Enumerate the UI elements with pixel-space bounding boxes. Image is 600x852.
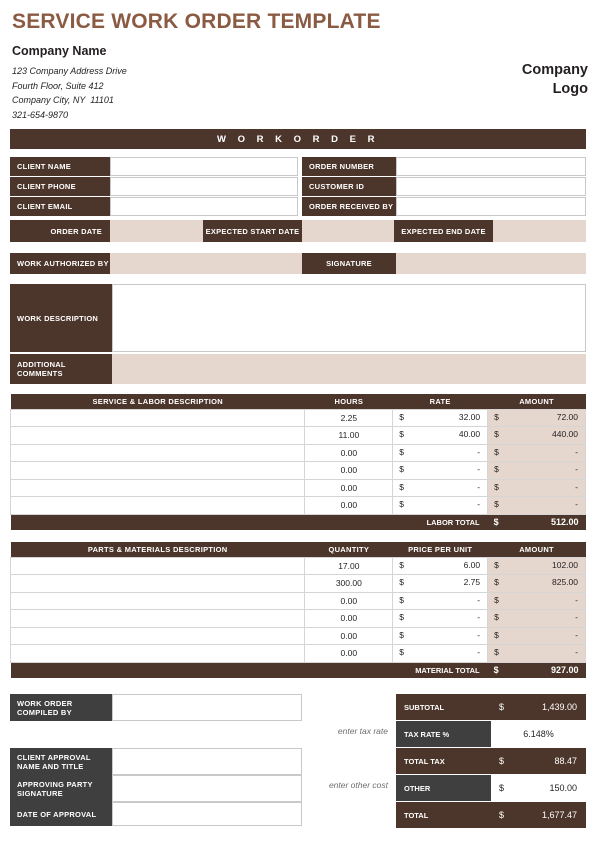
material-total-row xyxy=(11,662,586,678)
subtotal-value-cell xyxy=(491,694,586,720)
labor-table-row[interactable] xyxy=(11,497,586,515)
labor-row-1-description[interactable] xyxy=(11,427,305,445)
total-tax-value: 88.47 xyxy=(554,756,577,766)
material-total-striped-filler xyxy=(11,662,393,678)
other-symbol: $ xyxy=(499,783,505,793)
labor-row-4-rate[interactable] xyxy=(393,479,488,497)
labor-row-5-description[interactable] xyxy=(11,497,305,515)
parts-row-1-price[interactable] xyxy=(393,575,488,593)
parts-row-1-amount xyxy=(488,575,586,593)
labor-col-description: SERVICE & LABOR DESCRIPTION xyxy=(11,394,305,409)
labor-row-5-hours[interactable]: 0.00 xyxy=(305,497,393,515)
order-number-label: ORDER NUMBER xyxy=(302,157,396,176)
parts-row-5-amount-symbol: $ xyxy=(494,647,499,657)
labor-row-5-rate-symbol: $ xyxy=(399,499,405,509)
material-total-value: 927.00 xyxy=(550,664,579,675)
parts-table-row[interactable] xyxy=(11,627,586,645)
labor-table-row[interactable] xyxy=(11,409,586,427)
labor-total-row xyxy=(11,514,586,530)
labor-col-hours: HOURS xyxy=(305,394,393,409)
parts-row-1-price-value: 2.75 xyxy=(463,577,481,587)
order-date-label: ORDER DATE xyxy=(10,220,110,242)
work-description-label: WORK DESCRIPTION xyxy=(10,284,112,352)
labor-row-1-rate-value: 40.00 xyxy=(458,429,481,439)
labor-table-row[interactable] xyxy=(11,479,586,497)
client-approval-line2: NAME AND TITLE xyxy=(17,761,84,771)
labor-row-0-amount-symbol: $ xyxy=(494,411,499,422)
parts-row-3-amount-value: - xyxy=(575,612,578,622)
labor-row-4-rate-symbol: $ xyxy=(399,481,405,492)
labor-row-1-amount-value: 440.00 xyxy=(552,429,578,439)
parts-row-4-amount-value: - xyxy=(575,629,578,640)
parts-row-5-amount-value: - xyxy=(575,647,578,657)
parts-col-amount: AMOUNT xyxy=(488,542,586,557)
parts-row-3-price-value: - xyxy=(477,612,481,622)
date-of-approval-label: DATE OF APPROVAL xyxy=(10,802,112,826)
customer-id-label: CUSTOMER ID xyxy=(302,177,396,196)
parts-row-5-amount xyxy=(488,645,586,663)
parts-row-5-description[interactable] xyxy=(11,645,305,663)
tax-rate-hint: enter tax rate xyxy=(337,726,388,736)
labor-row-4-amount xyxy=(488,479,586,497)
parts-row-3-price[interactable] xyxy=(393,610,488,628)
labor-row-1-amount xyxy=(488,427,586,445)
parts-row-3-amount-symbol: $ xyxy=(494,612,499,622)
labor-row-0-rate-value: 32.00 xyxy=(458,411,481,422)
parts-row-3-amount xyxy=(488,610,586,628)
labor-row-5-amount xyxy=(488,497,586,515)
labor-total-striped-filler xyxy=(11,514,393,530)
labor-total-symbol: $ xyxy=(493,516,499,527)
parts-row-2-amount-symbol: $ xyxy=(494,594,499,605)
material-total-amount xyxy=(488,662,586,678)
work-order-banner: W O R K O R D E R xyxy=(10,129,586,149)
total-tax-symbol: $ xyxy=(499,756,505,766)
labor-row-4-amount-value: - xyxy=(575,481,578,492)
compiled-by-line2: COMPILED BY xyxy=(17,707,72,717)
labor-row-3-amount-value: - xyxy=(575,464,578,474)
labor-table-row[interactable] xyxy=(11,427,586,445)
order-date-input[interactable] xyxy=(110,220,203,242)
labor-row-5-amount-symbol: $ xyxy=(494,499,499,509)
parts-row-0-description[interactable] xyxy=(11,557,305,575)
work-order-compiled-by-label xyxy=(10,694,112,721)
parts-row-2-price-symbol: $ xyxy=(399,594,404,605)
labor-row-5-amount-value: - xyxy=(575,499,578,509)
labor-row-5-rate[interactable] xyxy=(393,497,488,515)
parts-table xyxy=(10,542,586,678)
labor-total-value: 512.00 xyxy=(550,516,579,527)
total-tax-label: TOTAL TAX xyxy=(396,748,491,774)
parts-row-5-price-value: - xyxy=(477,647,481,657)
subtotal-label: SUBTOTAL xyxy=(396,694,491,720)
parts-col-quantity: QUANTITY xyxy=(305,542,393,557)
parts-row-5-quantity[interactable]: 0.00 xyxy=(305,645,393,663)
company-phone: 321-654-9870 xyxy=(12,109,69,120)
parts-row-0-price[interactable] xyxy=(393,557,488,575)
page-title: SERVICE WORK ORDER TEMPLATE xyxy=(12,10,381,33)
client-name-label: CLIENT NAME xyxy=(10,157,110,176)
client-approval-name-input[interactable] xyxy=(112,748,302,775)
date-of-approval-input[interactable] xyxy=(112,802,302,826)
order-number-input[interactable] xyxy=(396,157,586,176)
work-description-input[interactable] xyxy=(112,284,586,352)
labor-row-2-rate[interactable] xyxy=(393,444,488,462)
compiled-by-line1: WORK ORDER xyxy=(17,698,73,708)
labor-table-header-row xyxy=(11,394,586,409)
company-address-line2: Fourth Floor, Suite 412 xyxy=(12,80,104,91)
client-approval-line1: CLIENT APPROVAL xyxy=(17,752,91,762)
labor-row-3-amount-symbol: $ xyxy=(494,464,499,474)
additional-comments-label xyxy=(10,354,112,384)
labor-row-2-rate-value: - xyxy=(477,446,481,457)
labor-row-1-rate-symbol: $ xyxy=(399,429,405,439)
parts-row-0-price-value: 6.00 xyxy=(463,559,481,570)
parts-table-row[interactable] xyxy=(11,645,586,663)
parts-col-price: PRICE PER UNIT xyxy=(393,542,488,557)
parts-row-0-amount xyxy=(488,557,586,575)
approving-signature-line2: SIGNATURE xyxy=(17,788,63,798)
labor-row-1-hours[interactable]: 11.00 xyxy=(305,427,393,445)
approving-party-signature-label xyxy=(10,775,112,802)
parts-row-1-description[interactable] xyxy=(11,575,305,593)
parts-table-row[interactable] xyxy=(11,575,586,593)
parts-row-2-price[interactable] xyxy=(393,592,488,610)
signature-label: SIGNATURE xyxy=(302,253,396,274)
parts-row-1-amount-value: 825.00 xyxy=(552,577,578,587)
labor-row-0-amount-value: 72.00 xyxy=(556,411,578,422)
parts-row-4-quantity[interactable]: 0.00 xyxy=(305,627,393,645)
parts-row-4-price-symbol: $ xyxy=(399,629,404,640)
expected-start-date-label: EXPECTED START DATE xyxy=(203,220,302,242)
additional-comments-label-line1: ADDITIONAL xyxy=(17,360,66,369)
client-phone-label: CLIENT PHONE xyxy=(10,177,110,196)
customer-id-input[interactable] xyxy=(396,177,586,196)
expected-start-date-input[interactable] xyxy=(302,220,394,242)
total-tax-value-cell xyxy=(491,748,586,774)
parts-row-4-price[interactable] xyxy=(393,627,488,645)
parts-row-4-amount xyxy=(488,627,586,645)
company-logo-line2: Logo xyxy=(552,81,588,97)
work-authorized-by-label: WORK AUTHORIZED BY xyxy=(10,253,110,274)
labor-col-rate: RATE xyxy=(393,394,488,409)
order-received-by-input[interactable] xyxy=(396,197,586,216)
labor-row-0-hours[interactable]: 2.25 xyxy=(305,409,393,427)
client-email-input[interactable] xyxy=(110,197,298,216)
other-value: 150.00 xyxy=(549,783,577,793)
expected-end-date-label: EXPECTED END DATE xyxy=(394,220,493,242)
parts-row-0-price-symbol: $ xyxy=(399,559,404,570)
labor-table-row[interactable] xyxy=(11,444,586,462)
parts-row-4-amount-symbol: $ xyxy=(494,629,499,640)
grand-total-label: TOTAL xyxy=(396,802,491,828)
parts-row-2-description[interactable] xyxy=(11,592,305,610)
labor-row-3-rate-symbol: $ xyxy=(399,464,405,474)
company-address-line1: 123 Company Address Drive xyxy=(12,66,127,76)
labor-row-3-description[interactable] xyxy=(11,462,305,480)
labor-row-2-hours[interactable]: 0.00 xyxy=(305,444,393,462)
tax-rate-label: TAX RATE % xyxy=(396,721,491,747)
parts-row-3-price-symbol: $ xyxy=(399,612,404,622)
labor-table xyxy=(10,394,586,530)
parts-row-1-amount-symbol: $ xyxy=(494,577,499,587)
labor-row-2-amount-symbol: $ xyxy=(494,446,499,457)
expected-end-date-input[interactable] xyxy=(493,220,586,242)
parts-row-5-price-symbol: $ xyxy=(399,647,404,657)
approving-signature-line1: APPROVING PARTY xyxy=(17,779,93,789)
work-authorized-by-input[interactable] xyxy=(110,253,302,274)
signature-input[interactable] xyxy=(396,253,586,274)
company-logo-line1: Company xyxy=(521,62,588,78)
parts-row-2-quantity[interactable]: 0.00 xyxy=(305,592,393,610)
labor-row-3-amount xyxy=(488,462,586,480)
parts-table-row[interactable] xyxy=(11,592,586,610)
labor-row-0-rate-symbol: $ xyxy=(399,411,405,422)
parts-row-0-amount-symbol: $ xyxy=(494,559,499,570)
subtotal-symbol: $ xyxy=(499,702,505,712)
company-address xyxy=(12,64,127,122)
parts-table-row[interactable] xyxy=(11,610,586,628)
labor-row-2-amount-value: - xyxy=(575,446,578,457)
client-phone-input[interactable] xyxy=(110,177,298,196)
parts-row-2-amount-value: - xyxy=(575,594,578,605)
material-total-symbol: $ xyxy=(493,664,499,675)
tax-rate-value: 6.148% xyxy=(523,729,554,739)
parts-table-header-row xyxy=(11,542,586,557)
parts-row-1-price-symbol: $ xyxy=(399,577,404,587)
other-cost-hint: enter other cost xyxy=(328,780,388,790)
parts-row-1-quantity[interactable]: 300.00 xyxy=(305,575,393,593)
client-email-label: CLIENT EMAIL xyxy=(10,197,110,216)
parts-row-3-description[interactable] xyxy=(11,610,305,628)
parts-row-3-quantity[interactable]: 0.00 xyxy=(305,610,393,628)
parts-col-description: PARTS & MATERIALS DESCRIPTION xyxy=(11,542,305,557)
labor-col-amount: AMOUNT xyxy=(488,394,586,409)
labor-table-row[interactable] xyxy=(11,462,586,480)
labor-row-1-rate[interactable] xyxy=(393,427,488,445)
labor-row-4-hours[interactable]: 0.00 xyxy=(305,479,393,497)
order-received-by-label: ORDER RECEIVED BY xyxy=(302,197,396,216)
approving-party-signature-input[interactable] xyxy=(112,775,302,802)
grand-total-value-cell xyxy=(491,802,586,828)
grand-total-value: 1,677.47 xyxy=(541,810,577,820)
other-input[interactable] xyxy=(491,775,586,801)
parts-row-4-description[interactable] xyxy=(11,627,305,645)
work-order-compiled-by-input[interactable] xyxy=(112,694,302,721)
parts-table-row[interactable] xyxy=(11,557,586,575)
additional-comments-input[interactable] xyxy=(112,354,586,384)
labor-total-label: LABOR TOTAL xyxy=(393,514,488,530)
labor-row-4-description[interactable] xyxy=(11,479,305,497)
company-logo-placeholder xyxy=(522,61,588,99)
labor-row-2-description[interactable] xyxy=(11,444,305,462)
parts-row-4-price-value: - xyxy=(477,629,481,640)
company-name: Company Name xyxy=(12,44,107,58)
labor-row-3-rate[interactable] xyxy=(393,462,488,480)
parts-row-2-price-value: - xyxy=(477,594,481,605)
parts-row-0-quantity[interactable]: 17.00 xyxy=(305,557,393,575)
labor-total-amount xyxy=(488,514,586,530)
labor-row-3-rate-value: - xyxy=(477,464,481,474)
grand-total-symbol: $ xyxy=(499,810,505,820)
labor-row-0-rate[interactable] xyxy=(393,409,488,427)
parts-row-5-price[interactable] xyxy=(393,645,488,663)
tax-rate-input[interactable] xyxy=(491,721,586,747)
labor-row-0-description[interactable] xyxy=(11,409,305,427)
labor-row-0-amount xyxy=(488,409,586,427)
labor-row-4-rate-value: - xyxy=(477,481,481,492)
labor-row-2-rate-symbol: $ xyxy=(399,446,405,457)
parts-row-2-amount xyxy=(488,592,586,610)
client-name-input[interactable] xyxy=(110,157,298,176)
additional-comments-label-line2: COMMENTS xyxy=(17,369,63,378)
labor-row-5-rate-value: - xyxy=(477,499,481,509)
labor-row-4-amount-symbol: $ xyxy=(494,481,499,492)
labor-row-1-amount-symbol: $ xyxy=(494,429,499,439)
parts-row-0-amount-value: 102.00 xyxy=(552,559,578,570)
labor-row-3-hours[interactable]: 0.00 xyxy=(305,462,393,480)
other-label: OTHER xyxy=(396,775,491,801)
labor-row-2-amount xyxy=(488,444,586,462)
material-total-label: MATERIAL TOTAL xyxy=(393,662,488,678)
subtotal-value: 1,439.00 xyxy=(541,702,577,712)
company-address-line3: Company City, NY 11101 xyxy=(12,95,114,105)
client-approval-name-label xyxy=(10,748,112,775)
